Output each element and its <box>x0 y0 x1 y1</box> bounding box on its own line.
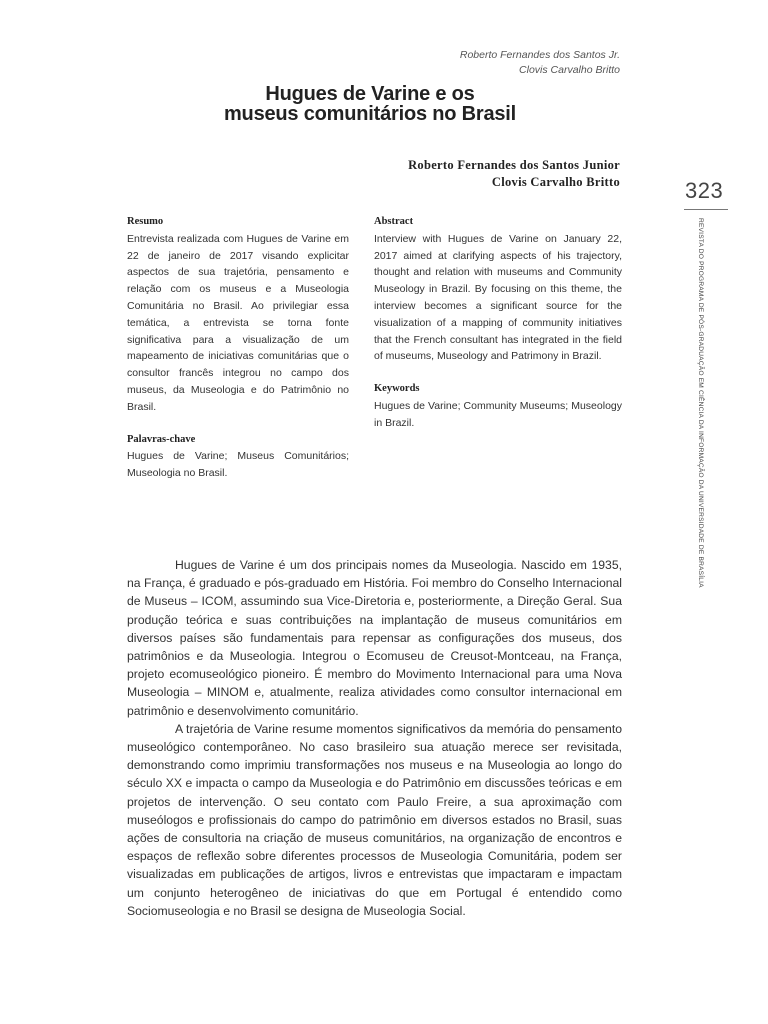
page-number-rule <box>684 209 728 210</box>
article-title <box>120 84 620 124</box>
author-block <box>408 157 620 191</box>
article-title-line-2: museus comunitários no Brasil <box>223 103 517 125</box>
author-2: Clovis Carvalho Britto <box>491 175 620 189</box>
body-paragraph-2: A trajetória de Varine resume momentos significativos da memória do pensamento museológico contemporâneo. No caso brasileiro sua atuação merece ser revisitada, demonstrando como imprimiu transformações nos museus e na Museologia ao longo do século XX e impacta o campo da Museologia e do Patrimônio em discussões teóricas e em projetos de intervenção. O seu contato com Paulo Freire, a sua aproximação com museólogos e profissionais do campo do patrimônio em diversos estados no Brasil, suas ações de consultoria na criação de museus comunitários, na organização de encontros e espaços de reflexão sobre diferentes processos de Museologia Comunitária, podem ser visualizadas em publicações de artigos, livros e entrevistas que impactaram e impactam um conjunto heterogêneo de iniciativas do que em Portugal é entendido como Sociomuseologia e no Brasil se designa de Museologia Social. <box>127 721 622 918</box>
palavras-chave-heading: Palavras-chave <box>127 433 196 445</box>
body-paragraph-1: Hugues de Varine é um dos principais nomes da Museologia. Nascido em 1935, na França, é graduado e pós-graduado em História. Foi membro do Conselho Internacional de Museus – ICOM, assumindo sua Vice-Diretoria e, posteriormente, a Direção Geral. Sua produção teórica e suas contribuições na implantação de museus comunitários em diversos países são fundamentais para repensar as configurações dos museus, dos patrimônios e da Museologia. Integrou o Ecomuseu de Creusot-Montceau, na França, projeto ecomuseológico pioneiro. É membro do Movimento Internacional para uma Nova Museologia – MINOM e, atualmente, realiza atividades como consultor internacional em patrimônio e desenvolvimento comunitário. <box>127 558 622 718</box>
resumo-column <box>127 214 349 482</box>
abstract-heading: Abstract <box>374 216 414 227</box>
keywords-text: Hugues de Varine; Community Museums; Museology in Brazil. <box>374 399 622 429</box>
author-1: Roberto Fernandes dos Santos Junior <box>408 158 620 172</box>
page-number: 323 <box>685 178 724 203</box>
journal-vertical-label: REVISTA DO PROGRAMA DE PÓS-GRADUAÇÃO EM CIÊNCIA DA INFORMAÇÃO DA UNIVERSIDADE DE BRASÍLIA <box>697 218 704 588</box>
abstract-text: Interview with Hugues de Varine on January 22, 2017 aimed at clarifying aspects of his trajectory, thought and relation with museums and Community Museology in Brazil. By focusing on this theme, the interview becomes a significant source for the visualization of a mapping of community initiatives that the French consultant has integrated in the field of museums, Museology and Patrimony in Brazil. <box>374 232 622 363</box>
resumo-heading: Resumo <box>127 216 164 227</box>
running-head-author-1: Roberto Fernandes dos Santos Jr. <box>459 49 620 61</box>
running-head <box>460 48 620 78</box>
article-title-line-1: Hugues de Varine e os <box>265 83 475 105</box>
spacer <box>374 365 622 381</box>
article-body <box>127 556 622 920</box>
abstract-column <box>374 214 622 432</box>
keywords-heading: Keywords <box>374 383 420 395</box>
spacer <box>127 416 349 432</box>
running-head-author-2: Clovis Carvalho Britto <box>519 64 620 76</box>
resumo-text: Entrevista realizada com Hugues de Varine em 22 de janeiro de 2017 visando explicitar aspectos de sua trajetória, pensamento e relação com os museus e a Museologia Comunitária no Brasil. Ao privilegiar essa temática, a entrevista se torna fonte significativa para a visualização de um mapeamento de iniciativas comunitárias que o consultor francês integrou no campo dos museus, da Museologia e do Patrimônio no Brasil. <box>127 232 349 413</box>
palavras-chave-text: Hugues de Varine; Museus Comunitários; Museologia no Brasil. <box>127 450 349 480</box>
